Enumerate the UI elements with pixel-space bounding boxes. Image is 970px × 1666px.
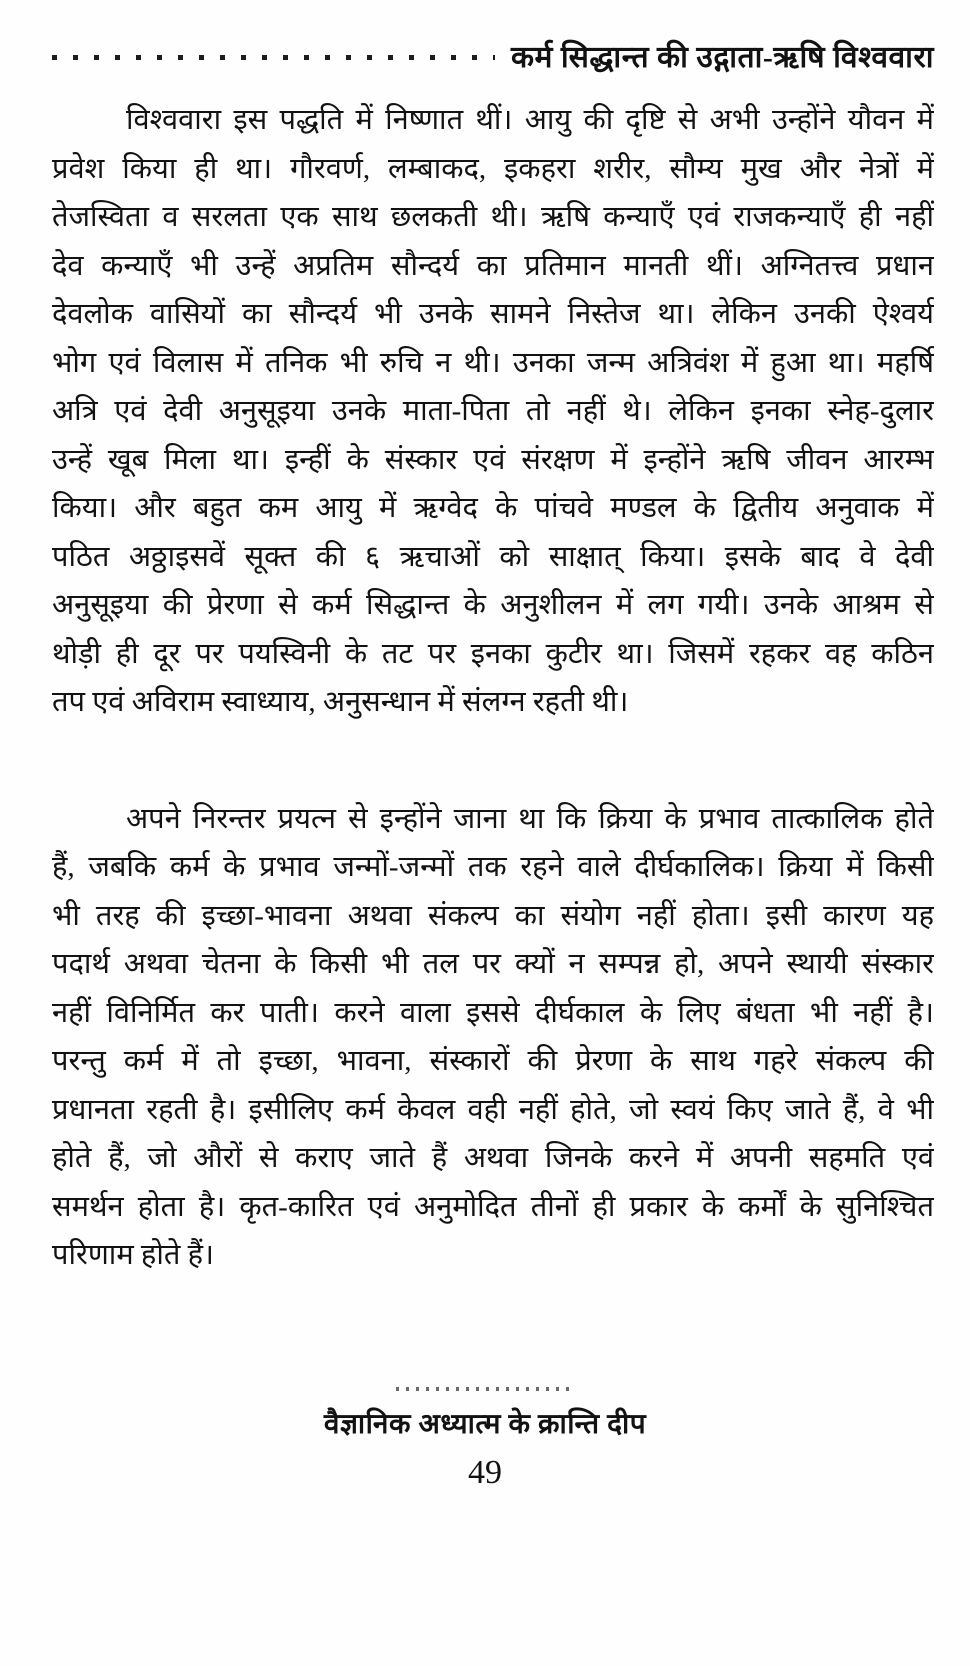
text-line: हैं, जबकि कर्म के प्रभाव जन्मों-जन्मों तक रहने वाले दीर्घकालिक। क्रिया में किसी — [52, 851, 934, 883]
text-line: विश्ववारा इस पद्धति में निष्णात थीं। आयु की दृष्टि से अभी उन्होंने यौवन में — [126, 104, 934, 136]
text-line: पदार्थ अथवा चेतना के किसी भी तल पर क्यों न सम्पन्न हो, अपने स्थायी संस्कार — [52, 948, 934, 980]
footer-dot-leader — [396, 1387, 574, 1391]
page-number: 49 — [468, 1454, 502, 1491]
text-line: उन्हें खूब मिला था। इन्हीं के संस्कार एवं संरक्षण में इन्होंने ऋषि जीवन आरम्भ — [52, 443, 934, 476]
text-line: प्रवेश किया ही था। गौरवर्ण, लम्बाकद, इकहरा शरीर, सौम्य मुख और नेत्रों में — [52, 152, 934, 185]
text-line: तेजस्विता व सरलता एक साथ छलकती थी। ऋषि कन्याएँ एवं राजकन्याएँ ही नहीं — [52, 201, 934, 233]
running-head — [52, 34, 934, 76]
book-title: वैज्ञानिक अध्यात्म के क्रान्ति दीप — [323, 1409, 647, 1440]
paragraph-1 — [52, 96, 934, 727]
text-line: अपने निरन्तर प्रयत्न से इन्होंने जाना था कि क्रिया के प्रभाव तात्कालिक होते — [126, 802, 934, 835]
chapter-title: कर्म सिद्धान्त की उद्गाता-ऋषि विश्ववारा — [510, 40, 934, 74]
text-line: देव कन्याएँ भी उन्हें अप्रतिम सौन्दर्य का प्रतिमान मानती थीं। अग्नितत्त्व प्रधान — [52, 249, 934, 282]
text-line: भोग एवं विलास में तनिक भी रुचि न थी। उनका जन्म अत्रिवंश में हुआ था। महर्षि — [52, 346, 934, 379]
text-line: अत्रि एवं देवी अनुसूइया उनके माता-पिता तो नहीं थे। लेकिन इनका स्नेह-दुलार — [52, 395, 934, 427]
text-line: तप एवं अविराम स्वाध्याय, अनुसन्धान में संलग्न रहती थी। — [52, 686, 629, 718]
text-line: पठित अठ्ठाइसवें सूक्त की ६ ऋचाओं को साक्षात् किया। इसके बाद वे देवी — [52, 540, 934, 573]
text-line: प्रधानता रहती है। इसीलिए कर्म केवल वही नहीं होते, जो स्वयं किए जाते हैं, वे भी — [52, 1093, 934, 1126]
text-line: परिणाम होते हैं। — [52, 1239, 214, 1271]
text-line: किया। और बहुत कम आयु में ऋग्वेद के पांचवे मण्डल के द्वितीय अनुवाक में — [52, 492, 934, 524]
text-line: होते हैं, जो औरों से कराए जाते हैं अथवा जिनके करने में अपनी सहमति एवं — [52, 1142, 934, 1174]
text-line: अनुसूइया की प्रेरणा से कर्म सिद्धान्त के अनुशीलन में लग गयी। उनके आश्रम से — [52, 589, 934, 621]
text-line: समर्थन होता है। कृत-कारित एवं अनुमोदित तीनों ही प्रकार के कर्मों के सुनिश्चित — [52, 1190, 934, 1223]
text-line: नहीं विनिर्मित कर पाती। करने वाला इससे दीर्घकाल के लिए बंधता भी नहीं है। — [52, 996, 934, 1029]
text-line: देवलोक वासियों का सौन्दर्य भी उनके सामने निस्तेज था। लेकिन उनकी ऐश्वर्य — [52, 298, 934, 330]
paragraph-2 — [52, 795, 934, 1280]
text-line: भी तरह की इच्छा-भावना अथवा संकल्प का संयोग नहीं होता। इसी कारण यह — [52, 899, 934, 932]
dot-leader — [52, 55, 495, 60]
text-line: थोड़ी ही दूर पर पयस्विनी के तट पर इनका कुटीर था। जिसमें रहकर वह कठिन — [52, 637, 934, 670]
text-line: परन्तु कर्म में तो इच्छा, भावना, संस्कारों की प्रेरणा के साथ गहरे संकल्प की — [52, 1045, 934, 1077]
page-footer — [0, 1378, 970, 1492]
